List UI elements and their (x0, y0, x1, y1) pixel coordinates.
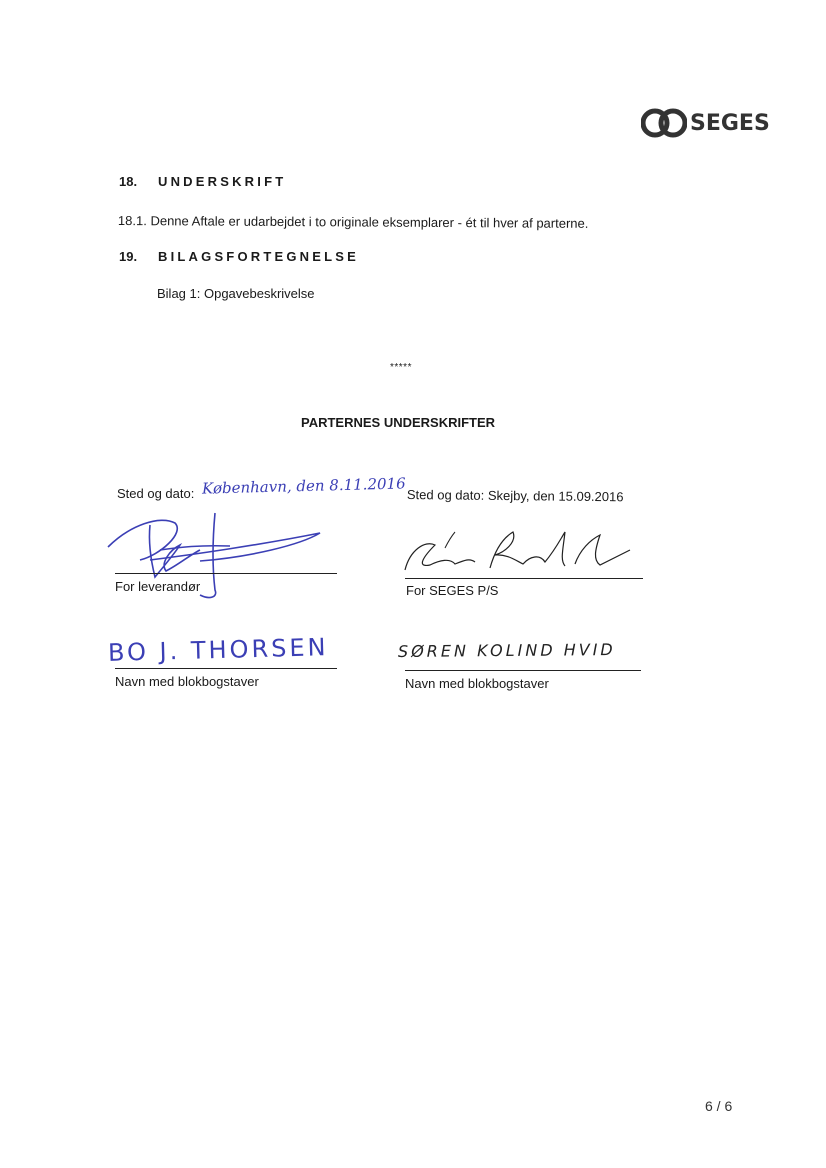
separator: ***** (390, 362, 412, 373)
left-place-date-label: Sted og dato: (117, 486, 195, 501)
seges-logo (641, 108, 770, 138)
left-name-label: Navn med blokbogstaver (115, 674, 259, 689)
right-signature-line (405, 578, 643, 579)
right-name-label: Navn med blokbogstaver (405, 676, 549, 691)
left-signature-line (115, 573, 337, 574)
right-name-line (405, 670, 641, 671)
left-name-handwritten: BO J. THORSEN (107, 633, 329, 667)
left-place-date-handwritten: København, den 8.11.2016 (201, 474, 406, 498)
left-name-line (115, 668, 337, 669)
section-18-title: UNDERSKRIFT (158, 174, 287, 189)
section-19-number: 19. (119, 249, 138, 264)
seges-logo-icon (641, 108, 687, 138)
right-signature (395, 520, 645, 580)
right-place-date: Sted og dato: Skejby, den 15.09.2016 (406, 487, 624, 505)
bilag-item: Bilag 1: Opgavebeskrivelse (157, 286, 315, 301)
clause-18-1: 18.1. Denne Aftale er udarbejdet i to originale eksemplarer - ét til hver af parterne. (117, 213, 589, 231)
section-18-number: 18. (119, 174, 138, 189)
left-role: For leverandør (115, 579, 201, 594)
right-role: For SEGES P/S (406, 583, 499, 598)
right-name-handwritten: SØREN KOLIND HVID (397, 640, 616, 661)
signatures-heading: PARTERNES UNDERSKRIFTER (301, 415, 496, 430)
logo-text: SEGES (690, 110, 770, 136)
page-number: 6 / 6 (705, 1098, 733, 1114)
section-19-title: BILAGSFORTEGNELSE (158, 249, 360, 264)
